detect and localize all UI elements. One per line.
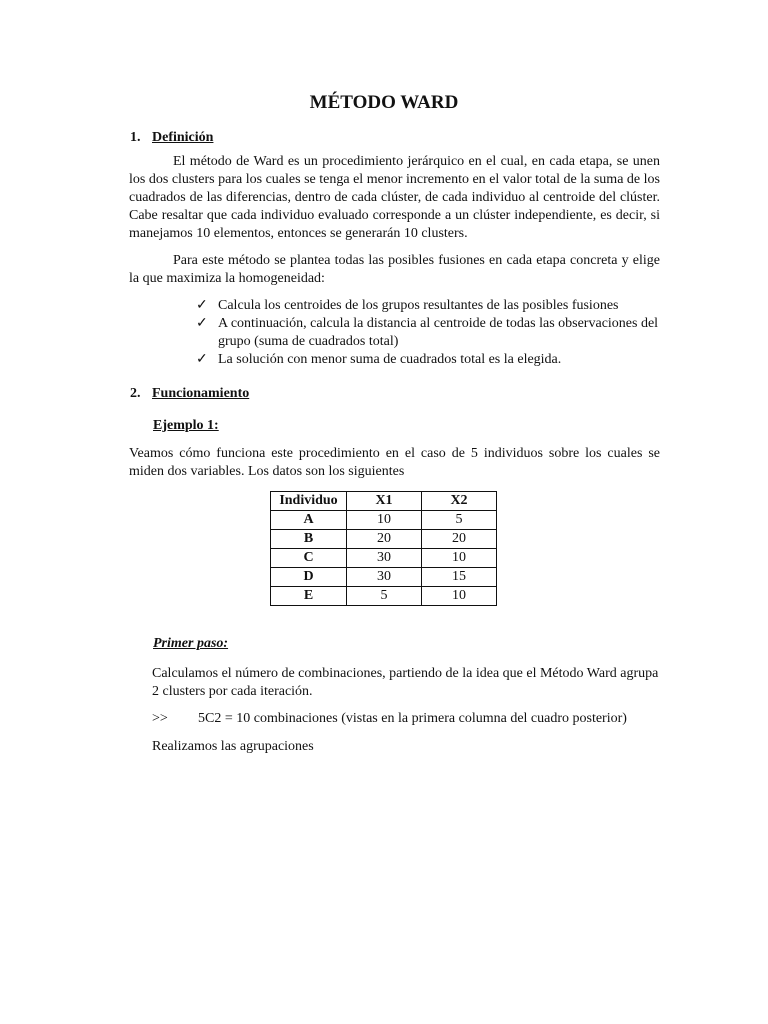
table-cell: B	[271, 530, 347, 549]
table-cell: 30	[347, 549, 422, 568]
section-number: 2.	[130, 386, 141, 401]
table-row	[271, 511, 497, 530]
table-header-row	[271, 492, 497, 511]
column-header: Individuo	[271, 492, 347, 511]
step-heading: Primer paso:	[153, 636, 229, 651]
table-row	[271, 549, 497, 568]
checkmark-icon: ✓	[196, 298, 208, 313]
checklist	[196, 297, 662, 369]
checklist-item	[196, 297, 662, 315]
section-heading-definicion	[130, 130, 213, 146]
section-title: Definición	[152, 130, 214, 145]
table-cell: 5	[422, 511, 497, 530]
arrow-marker: >>	[152, 711, 168, 726]
paragraph-definition: El método de Ward es un procedimiento jerárquico en el cual, en cada etapa, se unen los dos clusters para los cuales se tenga el menor incremento en el valor total de la suma de los cuadrados de las diferencias, dentro de cada clúster, de cada individuo al centroide del clúster. Cabe resaltar que cada individuo evaluado corresponde a un clúster independiente, es decir, si manejamos 10 elementos, entonces se generarán 10 clusters.	[129, 154, 660, 241]
table-cell: 30	[347, 568, 422, 587]
paragraph-step: Calculamos el número de combinaciones, partiendo de la idea que el Método Ward agrupa 2 clusters por cada iteración.	[152, 666, 659, 699]
checkmark-icon: ✓	[196, 352, 208, 367]
table-cell: E	[271, 587, 347, 606]
table-cell: 20	[347, 530, 422, 549]
column-header: X2	[422, 492, 497, 511]
checkmark-icon: ✓	[196, 316, 208, 331]
checklist-item	[196, 315, 662, 351]
checklist-item-text: La solución con menor suma de cuadrados total es la elegida.	[218, 352, 562, 367]
table-cell: 10	[347, 511, 422, 530]
table-cell: 15	[422, 568, 497, 587]
table-cell: D	[271, 568, 347, 587]
section-number: 1.	[130, 130, 141, 145]
combination-text: 5C2 = 10 combinaciones (vistas en la primera columna del cuadro posterior)	[198, 711, 627, 726]
table-cell: 10	[422, 549, 497, 568]
example-heading: Ejemplo 1:	[153, 418, 219, 433]
table-row	[271, 587, 497, 606]
table-cell: 10	[422, 587, 497, 606]
checklist-item	[196, 351, 662, 369]
table-cell: 20	[422, 530, 497, 549]
data-table	[270, 491, 497, 606]
table-row	[271, 530, 497, 549]
document-title: MÉTODO WARD	[309, 92, 459, 113]
column-header: X1	[347, 492, 422, 511]
checklist-item-text: Calcula los centroides de los grupos resultantes de las posibles fusiones	[218, 298, 619, 313]
paragraph-method: Para este método se plantea todas las posibles fusiones en cada etapa concreta y elige la que maximiza la homogeneidad:	[129, 253, 660, 286]
checklist-item-text: A continuación, calcula la distancia al centroide de todas las observaciones del grupo (suma de cuadrados total)	[218, 316, 659, 349]
table-cell: A	[271, 511, 347, 530]
table-row	[271, 568, 497, 587]
paragraph-grouping: Realizamos las agrupaciones	[152, 739, 314, 754]
paragraph-example-intro: Veamos cómo funciona este procedimiento en el caso de 5 individuos sobre los cuales se miden dos variables. Los datos son los siguientes	[129, 446, 660, 479]
section-title: Funcionamiento	[152, 386, 250, 401]
section-heading-funcionamiento	[130, 386, 249, 402]
combination-line	[152, 711, 627, 727]
table-cell: C	[271, 549, 347, 568]
table-cell: 5	[347, 587, 422, 606]
